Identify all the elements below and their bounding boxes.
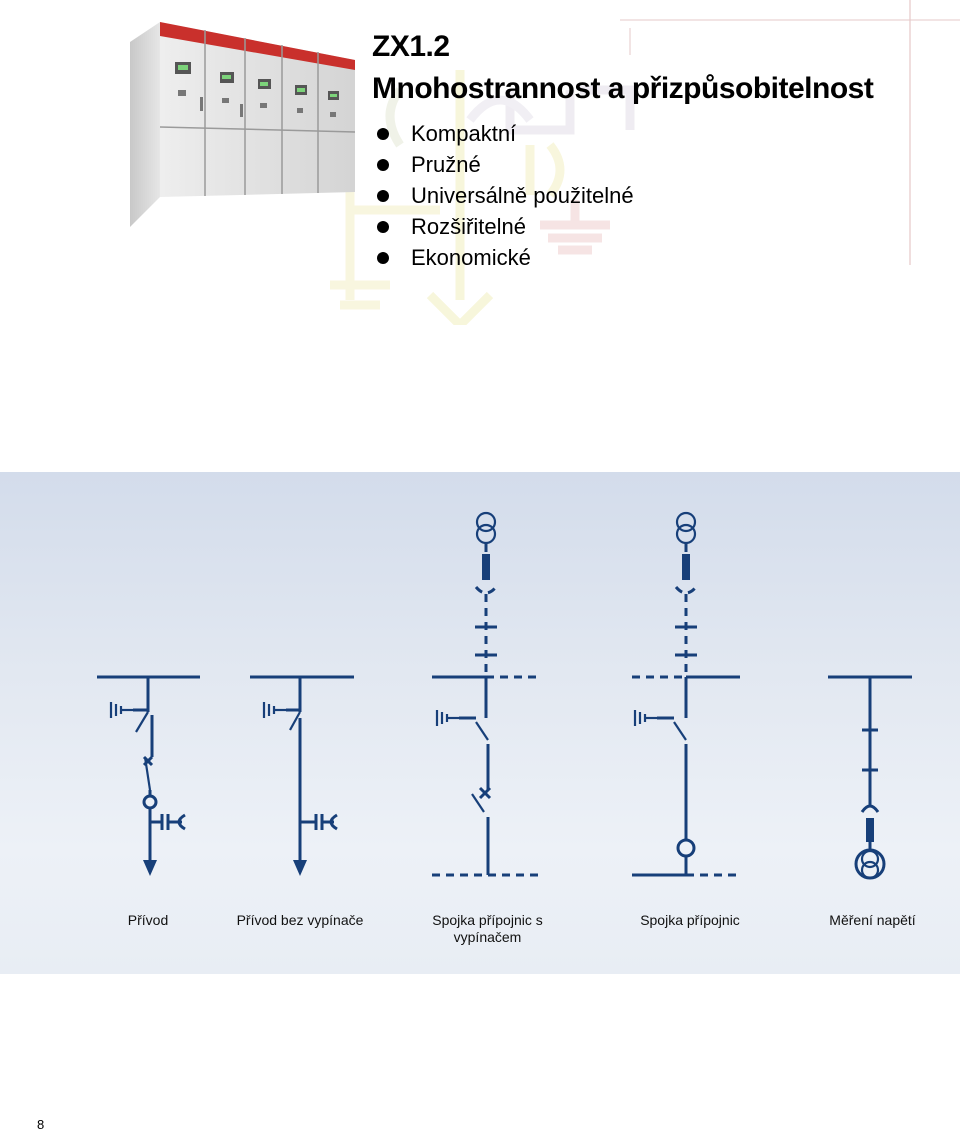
diagram-bus-coupler	[632, 513, 740, 875]
bullet-icon	[377, 190, 389, 202]
feature-item	[375, 118, 634, 149]
diagram-caption: Spojka přípojnic	[640, 912, 740, 928]
switchgear-image	[130, 22, 360, 232]
hero-section	[0, 0, 960, 320]
bullet-icon	[377, 221, 389, 233]
diagram-caption: Přívod bez vypínače	[236, 912, 364, 928]
feature-list	[375, 118, 634, 273]
diagram-feeder	[97, 677, 200, 876]
feature-label: Rozšiřitelné	[411, 214, 526, 239]
bullet-icon	[377, 159, 389, 171]
feature-item	[375, 180, 634, 211]
feature-item	[375, 149, 634, 180]
diagram-caption: Měření napětí	[829, 912, 916, 928]
document-code: ZX1.2	[372, 30, 450, 63]
feature-item	[375, 242, 634, 273]
diagram-caption: Spojka přípojnic s vypínačem	[432, 912, 543, 945]
feature-label: Ekonomické	[411, 245, 531, 270]
corner-decoration	[620, 0, 960, 270]
diagram-caption: Přívod	[127, 912, 169, 928]
feature-item	[375, 211, 634, 242]
feature-label: Universálně použitelné	[411, 183, 634, 208]
single-line-diagrams-panel	[0, 472, 960, 974]
diagram-voltage-measurement	[828, 677, 912, 878]
bullet-icon	[377, 252, 389, 264]
diagram-feeder-without-breaker	[250, 677, 354, 876]
feature-label: Pružné	[411, 152, 481, 177]
page-number: 8	[37, 1117, 45, 1132]
feature-label: Kompaktní	[411, 121, 517, 146]
single-line-diagrams	[0, 472, 960, 974]
bullet-icon	[377, 128, 389, 140]
page-title: Mnohostrannost a přizpůsobitelnost	[372, 72, 874, 105]
diagram-bus-coupler-with-breaker	[432, 513, 540, 875]
